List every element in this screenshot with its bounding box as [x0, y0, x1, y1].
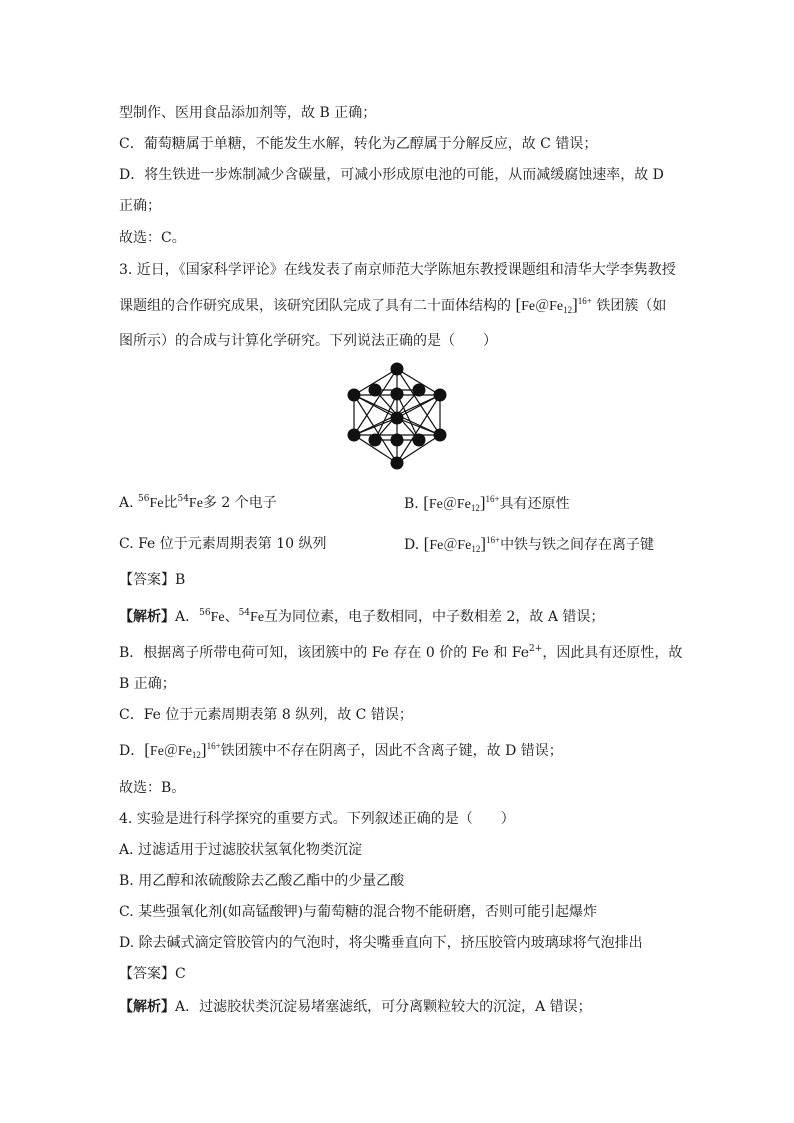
fe-atom: [348, 389, 361, 402]
prev-line-5: 故选：C。: [119, 230, 186, 246]
q3-stem-line-3: 图所示）的合成与计算化学研究。下列说法正确的是（ ）: [119, 333, 497, 349]
fe-atom: [391, 388, 404, 401]
q3-choose: 故选：B。: [119, 780, 186, 796]
fe-atom: [413, 384, 426, 397]
fe-atom: [413, 434, 426, 447]
fe-atom: [391, 457, 404, 470]
fe-atom: [391, 434, 404, 447]
q3-option-b: B. $[Fe@Fe_{12}]^{16+}$具有还原性: [404, 493, 570, 513]
q3-analysis-b-1: B．根据离子所带电荷可知，该团簇中的 Fe 存在 0 价的 Fe 和 $Fe^{2+}$，因此具有还原性，故: [119, 644, 683, 661]
q3-analysis-d: D．$[Fe@Fe_{12}]^{16+}$铁团簇中不存在阴离子，因此不含离子键，故 D 错误；: [119, 740, 563, 760]
q4-option-a: A. 过滤适用于过滤胶状氢氧化物类沉淀: [119, 842, 363, 858]
fe-cluster-figure: [345, 360, 449, 472]
q3-answer: 【答案】B: [119, 572, 186, 588]
q3-option-a: A. $^{56}$Fe比$^{54}$Fe多 2 个电子: [119, 494, 277, 511]
fe-atom: [369, 434, 382, 447]
q4-option-c: C. 某些强氧化剂(如高锰酸钾)与葡萄糖的混合物不能研磨，否则可能引起爆炸: [119, 904, 598, 920]
q3-analysis-c: C．Fe 位于元素周期表第 8 纵列，故 C 错误；: [119, 707, 413, 723]
q3-stem-text-b: 铁团簇（如: [596, 298, 667, 314]
q3-option-d: D. $[Fe@Fe_{12}]^{16+}$中铁与铁之间存在离子键: [404, 534, 655, 554]
fe-atom: [434, 429, 447, 442]
q3-stem-line-2: [119, 295, 666, 317]
q4-option-b: B. 用乙醇和浓硫酸除去乙酸乙酯中的少量乙酸: [119, 873, 405, 889]
prev-line-1: 型制作、医用食品添加剂等，故 B 正确；: [119, 105, 377, 121]
fe-atom-center: [391, 412, 404, 425]
q4-option-d: D. 除去碱式滴定管胶管内的气泡时，将尖嘴垂直向下，挤压胶管内玻璃球将气泡排出: [119, 935, 643, 951]
q4-stem: 4. 实验是进行科学探究的重要方式。下列叙述正确的是（ ）: [119, 811, 515, 827]
fe-atom: [348, 429, 361, 442]
q3-analysis-a: 【解析】A．$^{56}$Fe、$^{54}$Fe互为同位素，电子数相同，中子数相差 2，故 A 错误；: [119, 608, 605, 625]
fe-atom: [369, 384, 382, 397]
q4-answer: 【答案】C: [119, 966, 186, 982]
prev-line-3: D．将生铁进一步炼制减少含碳量，可减小形成原电池的可能，从而减缓腐蚀速率，故 D: [119, 167, 664, 183]
q3-stem-text-a: 课题组的合作研究成果，该研究团队完成了具有二十面体结构的: [119, 298, 511, 314]
prev-line-4: 正确；: [119, 198, 161, 214]
q3-stem-line-1: 3. 近日，《国家科学评论》在线发表了南京师范大学陈旭东教授课题组和清华大学李隽教授: [119, 262, 676, 278]
cluster-formula: $[Fe@Fe_{12}]^{16+}$: [515, 295, 592, 315]
q3-option-c: C. Fe 位于元素周期表第 10 纵列: [119, 536, 327, 552]
q4-analysis-a: 【解析】A．过滤胶状类沉淀易堵塞滤纸，可分离颗粒较大的沉淀，A 错误；: [119, 999, 592, 1015]
q3-analysis-b-2: B 正确；: [119, 676, 176, 692]
prev-line-2: C．葡萄糖属于单糖，不能发生水解，转化为乙醇属于分解反应，故 C 错误；: [119, 136, 598, 152]
fe-atom: [391, 363, 404, 376]
fe-atom: [434, 389, 447, 402]
